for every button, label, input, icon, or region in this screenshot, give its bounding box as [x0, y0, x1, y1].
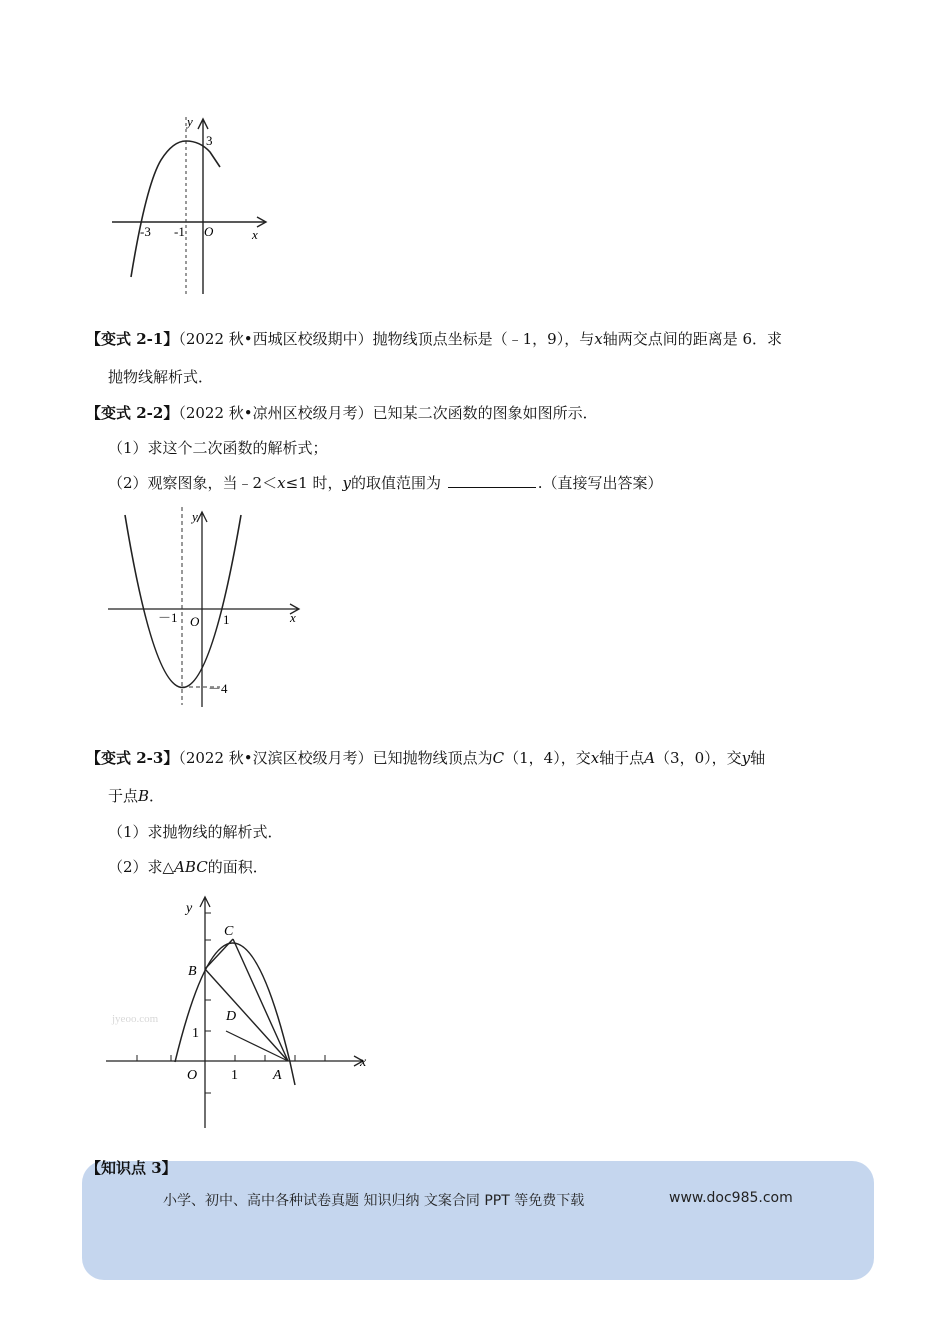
variant-2-3-q2: （2）求△ABC的面积．: [108, 858, 268, 876]
variant-2-2-tag: 【变式 2-2】: [86, 404, 179, 422]
graph3-A: A: [273, 1068, 282, 1083]
graph3-y-label: y: [186, 901, 193, 916]
graph1-x-label: x: [252, 227, 258, 242]
graph1-origin: O: [204, 224, 214, 239]
graph3-one-x: 1: [231, 1068, 238, 1083]
graph3-watermark: jyeoo.com: [112, 1013, 159, 1025]
variant-2-1-line2: 抛物线解析式．: [108, 368, 214, 386]
variant-2-2-q2: （2）观察图象，当﹣2＜x≤1 时，y的取值范围为 .（直接写出答案）: [108, 474, 663, 492]
variant-2-3-line1: 【变式 2-3】（2022 秋•汉滨区校级月考）已知抛物线顶点为C（1，4），交x轴于点A（3，0），交y轴: [86, 749, 766, 767]
graph1-tick-3: 3: [206, 133, 213, 148]
knowledge-panel: [82, 1161, 874, 1280]
segment-CA: [233, 939, 288, 1061]
parabola-curve: [131, 141, 220, 277]
graph3-D: D: [226, 1009, 237, 1024]
x-ticks: [137, 1055, 325, 1061]
footer-text: 小学、初中、高中各种试卷真题 知识归纳 文案合同 PPT 等免费下载: [163, 1193, 585, 1209]
parabola-curve: [125, 515, 241, 688]
graph3-one-y: 1: [192, 1026, 199, 1041]
variant-2-3-line2: 于点B．: [108, 787, 165, 805]
graph3-B: B: [188, 964, 197, 979]
graph1-y-label: y: [187, 114, 193, 129]
answer-blank[interactable]: [448, 473, 536, 488]
graph3-C: C: [224, 924, 234, 939]
variant-2-3-tag: 【变式 2-3】: [86, 749, 179, 767]
graph-parabola-2: [100, 505, 315, 710]
variant-2-2-line1: 【变式 2-2】（2022 秋•凉州区校级月考）已知某二次函数的图象如图所示．: [86, 404, 598, 422]
y-ticks: [205, 913, 211, 1093]
graph2-tick-1: 1: [223, 612, 230, 627]
footer-url[interactable]: www.doc985.com: [669, 1190, 793, 1206]
variant-2-1-line1: 【变式 2-1】（2022 秋•西城区校级期中）抛物线顶点坐标是（﹣1，9），与x轴两交点间的距离是 6．求: [86, 330, 783, 348]
graph2-y-label: y: [192, 509, 198, 524]
variant-2-1-tag: 【变式 2-1】: [86, 330, 179, 348]
graph1-tick-neg3: -3: [140, 224, 151, 239]
segment-BC: [205, 939, 233, 969]
graph-parabola-3: [100, 890, 380, 1135]
graph2-tick-neg1: －1: [158, 610, 178, 625]
graph2-x-label: x: [290, 610, 296, 625]
segment-BA: [205, 969, 288, 1061]
graph3-origin: O: [187, 1068, 198, 1083]
graph-parabola-1: [100, 112, 280, 297]
graph2-origin: O: [190, 614, 200, 629]
variant-2-2-q1: （1）求这个二次函数的解析式；: [108, 439, 328, 457]
knowledge-point-label: 【知识点 3】: [86, 1159, 177, 1177]
graph2-tick-neg4: －4: [208, 681, 228, 696]
variant-2-3-q1: （1）求抛物线的解析式．: [108, 823, 283, 841]
graph3-x-label: x: [360, 1055, 367, 1070]
graph1-tick-neg1: -1: [174, 224, 185, 239]
